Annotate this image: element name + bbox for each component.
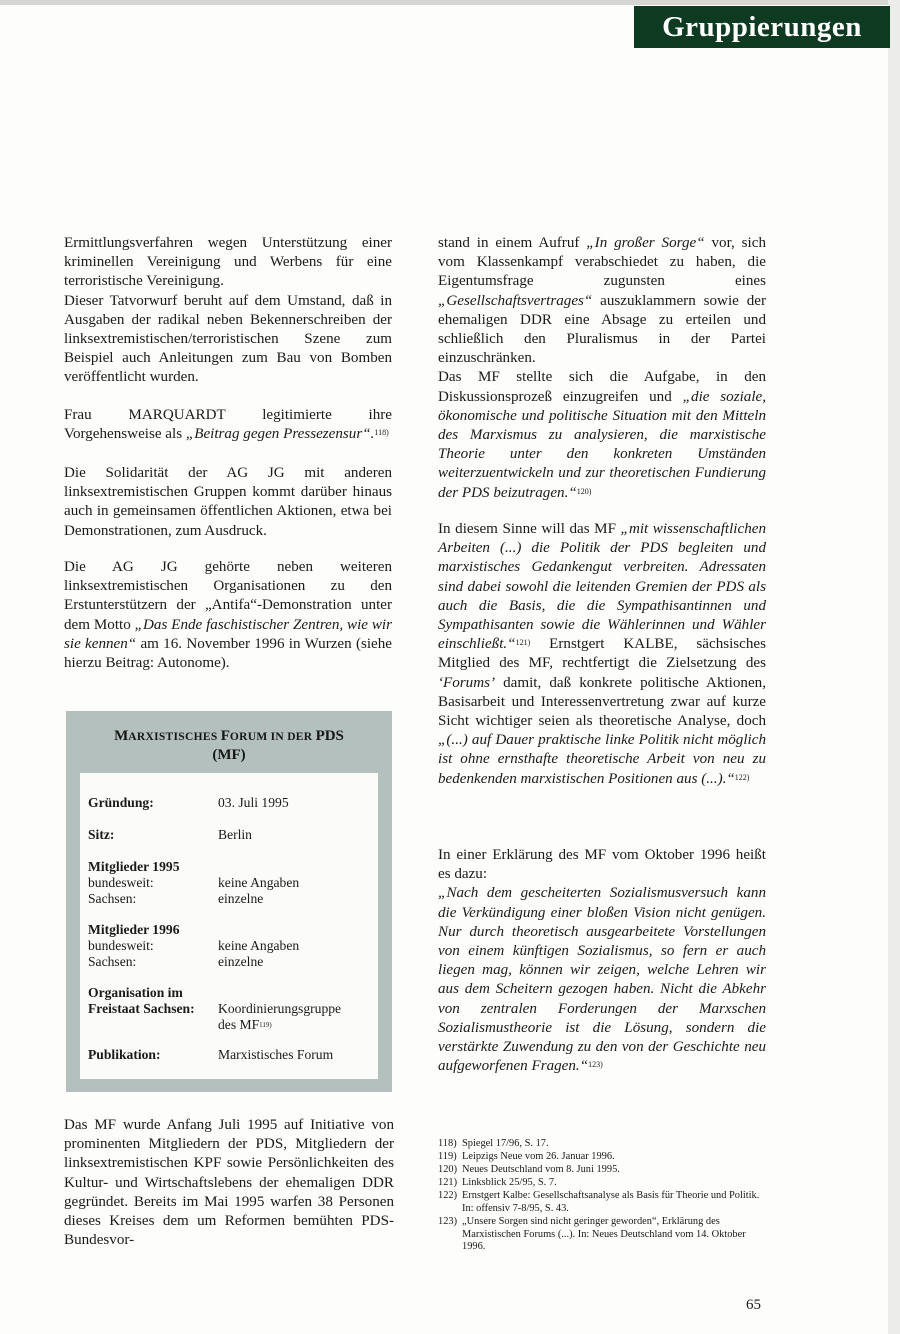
- left-paragraph-4: Die AG JG gehörte neben weiteren linksextremistischen Organisationen zu den Erstunterstützern der „Antifa“-Demonstration unter dem Motto „Das Ende faschistischer Zentren, wie wir sie kennen“ am 16. November 1996 in Wurzen (siehe hierzu Beitrag: Autonome).: [64, 559, 392, 672]
- page-edge: [888, 0, 900, 1334]
- info-box-title: MARXISTISCHES FORUM IN DER PDS (MF): [114, 728, 344, 763]
- right-paragraph-1: stand in einem Aufruf „In großer Sorge“ vor, sich vom Klassenkampf verabschiedet zu haben, die Eigentumsfrage zugunsten eines „Gesellschaftsvertrages“ auszuklammern sowie der ehemaligen DDR eine Absage zu erteilen und schließlich den Pluralismus in der Partei einzuschränken. Das MF stellte sich die Aufgabe, in den Diskussionsprozeß einzugreifen und „die soziale, ökonomische und politische Situation mit den Mitteln des Marxismus zu analysieren, die marxistische Theorie unter den konkreten Umständen weiterzuentwickeln und zur theoretischen Fundierung der PDS beizutragen.“$^{120)}$: [438, 235, 767, 501]
- section-title: Gruppierungen: [662, 11, 862, 43]
- left-paragraph-1: Ermittlungsverfahren wegen Unterstützung einer kriminellen Vereinigung und Werbens für eine terroristische Vereinigung. Dieser Tatvorwurf beruht auf dem Umstand, daß in Ausgaben der radikal neben Bekennerschreiben der linksextremistischen/terroristischen Szene zum Beispiel auch Anleitungen zum Bau von Bomben veröffentlicht wurden.: [64, 235, 392, 386]
- footnotes: [438, 1138, 768, 1254]
- footnote-ref[interactable]: 121): [515, 638, 531, 648]
- right-paragraph-2: In diesem Sinne will das MF „mit wissenschaftlichen Arbeiten (...) die Politik der PDS begleiten und marxistisches Gedankengut verbreiten. Adressaten sind dabei sowohl die leitenden Gremien der PDS als auch die Basis, die die Sympathisantinnen und Sympathisanten sowie die Wählerinnen und Wähler einschließt.“$^{121)}$ Ernstgert KALBE, sächsisches Mitglied des MF, rechtfertigt die Zielsetzung des ‘Forums’ damit, daß konkrete politische Aktionen, Basisarbeit und Interessenvertretung zwar auf kurze Sicht wichtiger seien als theoretische Analyse, doch „(...) auf Dauer praktische linke Politik nicht möglich ist ohne ernsthafte theoretische Arbeit von neu zu bedenkenden marxistischen Positionen aus (...).“$^{122)}$: [438, 521, 766, 787]
- quote: „Beitrag gegen Pressezensur“.: [185, 426, 375, 443]
- organization-info-box: [66, 711, 392, 1092]
- section-header: [634, 6, 890, 48]
- info-box-table: Gründung: 03. Juli 1995 Sitz: Berlin Mitglieder 1995 bundesweit: keine Angaben Sachsen: einzelne Mitglieder 1996 bundesweit: keine Angaben Sachsen: einzelne Organisation im Freistaat Sachsen: Koordinierungsgruppe des MF$^{119)}$ Publikation: Marxistisches Forum: [80, 773, 378, 1079]
- footnote-ref[interactable]: 118): [374, 428, 389, 438]
- page-number: 65: [746, 1297, 761, 1313]
- quote: „Das Ende faschistischer Zentren, wie wir sie kennen“: [64, 616, 392, 652]
- footnote: 118) Spiegel 17/96, S. 17.: [438, 1138, 549, 1149]
- footnote-ref[interactable]: 119): [259, 1021, 272, 1029]
- right-paragraph-3: In einer Erklärung des MF vom Oktober 1996 heißt es dazu: „Nach dem gescheiterten Sozialismusversuch kann die Verkündigung einer bloßen Vision nicht genügen. Nur durch theoretisch ausgearbeitete Vorstellungen von einem künftigen Sozialismus, so fern er auch liegen mag, können wir zeigen, welche Lehren wir aus dem Scheitern gezogen haben. Nicht die Abkehr von zentralen Forderungen der Marxschen Sozialismustheorie ist die Lösung, sondern die verstärkte Zuwendung zu den von der Geschichte neu aufgeworfenen Fragen.“$^{123)}$: [438, 847, 766, 1075]
- footnote: 122) Ernstgert Kalbe: Gesellschaftsanalyse als Basis für Theorie und Politik. In: offensiv 7-8/95, S. 43.: [438, 1190, 760, 1214]
- footnote: 120) Neues Deutschland vom 8. Juni 1995.: [438, 1164, 620, 1176]
- footnote-ref[interactable]: 120): [576, 486, 592, 496]
- footnote: 119) Leipzigs Neue vom 26. Januar 1996.: [438, 1151, 615, 1163]
- left-paragraph-3: Die Solidarität der AG JG mit anderen linksextremistischen Gruppen kommt darüber hinaus auch in gemeinsamen öffentlichen Aktionen, etwa bei Demonstrationen, zum Ausdruck.: [64, 465, 392, 539]
- top-border: [0, 0, 900, 5]
- footnote: 123) „Unsere Sorgen sind nicht geringer geworden“, Erklärung des Marxistischen Forums (...). In: Neues Deutschland vom 14. Oktober 1996.: [438, 1216, 746, 1253]
- bottom-left-paragraph: Das MF wurde Anfang Juli 1995 auf Initiative von prominenten Mitgliedern der PDS, Mitgliedern der linksextremistischen KPF sowie Persönlichkeiten des Kultur- und Wirtschaftslebens der ehemaligen DDR gegründet. Bereits im Mai 1995 warfen 38 Personen dieses Kreises dem um Reformen bemühten PDS-Bundesvor-: [64, 1117, 394, 1249]
- footnote: 121) Linksblick 25/95, S. 7.: [438, 1177, 557, 1189]
- footnote-ref[interactable]: 123): [588, 1060, 603, 1070]
- footnote-ref[interactable]: 122): [734, 772, 750, 782]
- left-paragraph-2: Frau MARQUARDT legitimierte ihre Vorgehensweise als „Beitrag gegen Pressezensur“.$^{118)}$: [64, 407, 392, 443]
